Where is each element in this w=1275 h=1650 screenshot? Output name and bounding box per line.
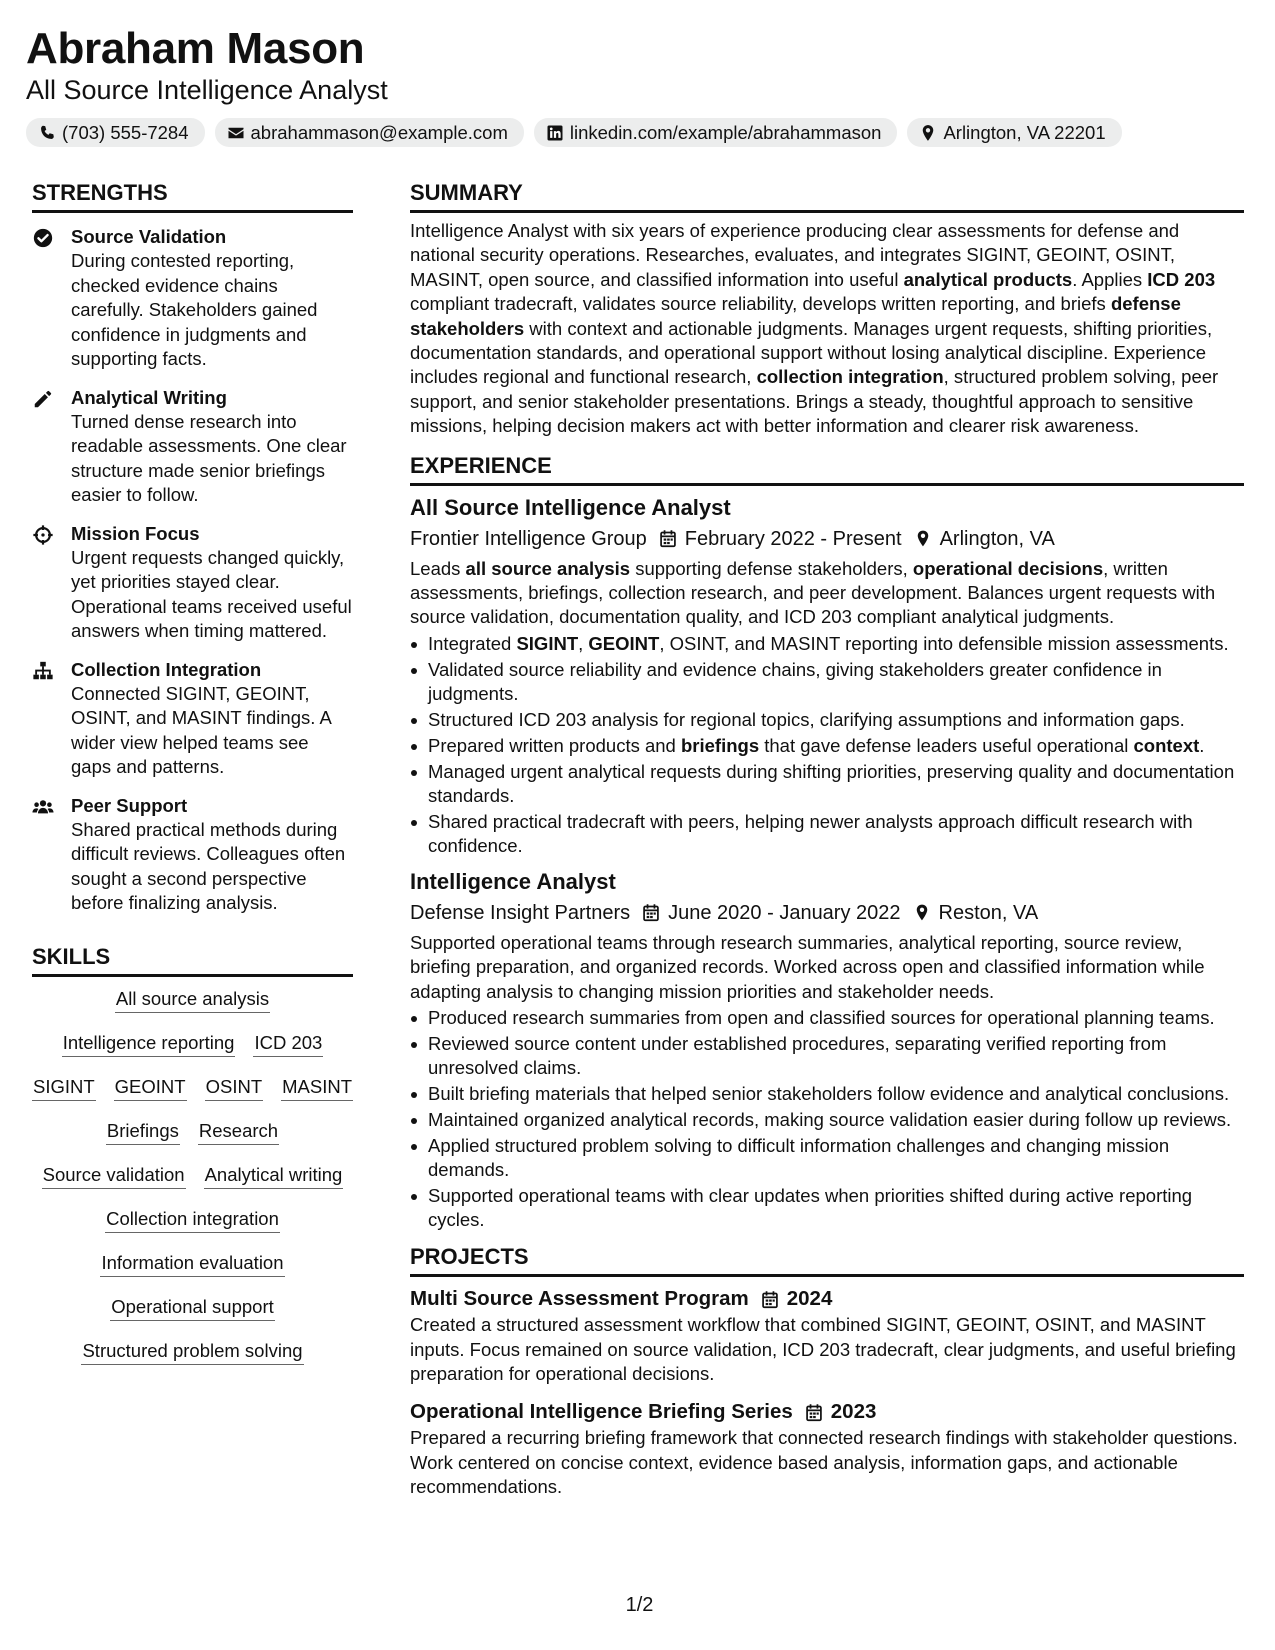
job-intro [410,557,1244,630]
text-run: Validated source reliability and evidence chains, giving stakeholders greater confidence in judgments. [428,658,1162,704]
strength-title: Peer Support [71,794,188,816]
skill-tag: MASINT [281,1075,353,1101]
text-run: . Applies [1072,268,1148,290]
job-title: All Source Intelligence Analyst [410,494,731,520]
skill-row [32,1251,353,1277]
bold-phrase: operational decisions [912,557,1104,579]
skill-tag: All source analysis [115,987,270,1013]
experience-heading: EXPERIENCE [410,451,1244,486]
contact-bar [26,118,1256,147]
job-entry [410,494,1244,858]
bold-phrase: briefings [680,734,760,756]
strength-desc: During contested reporting, checked evidence chains carefully. Stakeholders gained confidence in judgments and supporting facts. [71,250,318,369]
job-location: Arlington, VA [939,527,1055,550]
bullet-item [410,708,1244,732]
skill-tag: Information evaluation [100,1251,284,1277]
contact-phone-text: (703) 555-7284 [62,121,189,143]
check-circle-icon [32,227,54,249]
pencil-icon [32,388,54,410]
bold-phrase: context [1133,734,1200,756]
skill-tag: GEOINT [114,1075,187,1101]
text-run: , OSINT, and MASINT reporting into defensible mission assessments. [659,632,1229,654]
bullet-item [410,1006,1244,1030]
bold-phrase: defense stakeholders [410,293,1181,339]
contact-location [907,118,1121,147]
skill-row [32,1163,353,1189]
text-run: that gave defense leaders useful operational [759,734,1134,756]
skill-tag: Operational support [110,1295,275,1321]
project-title-row [410,1285,1244,1313]
candidate-name: Abraham Mason [26,24,365,73]
skill-tag: Structured problem solving [81,1339,303,1365]
job-company: Frontier Intelligence Group [410,527,647,550]
strength-title: Mission Focus [71,522,200,544]
skill-row [32,987,353,1013]
bullet-item [410,810,1244,858]
text-run: , written assessments, briefings, collection research, and peer development. Balances urgent requests with source validation, documentation quality, and ICD 203 compliant analytical judgments. [410,557,1216,628]
page-number [0,1594,1275,1617]
bullet-item [410,760,1244,808]
skill-row [32,1119,353,1145]
skills-heading: SKILLS [32,942,353,977]
summary-text [410,219,1244,439]
bold-phrase: ICD 203 [1147,268,1216,290]
map-marker-icon [919,124,937,142]
calendar-icon [642,903,660,922]
text-run: . [1199,734,1205,756]
bullet-item [410,734,1244,758]
bold-phrase: GEOINT [588,632,660,654]
text-run: Leads [410,557,466,579]
contact-location-text: Arlington, VA 22201 [943,121,1106,143]
bullet-item [410,1184,1244,1232]
text-run: , structured problem solving, peer support, and senior stakeholder presentations. Brings a steady, thoughtful approach to sensitive missions, helping decision makers act with better information and clearer risk awareness. [410,366,1219,437]
bullet-item [410,658,1244,706]
phone-icon [38,124,56,142]
bullet-item [410,1032,1244,1080]
projects-heading: PROJECTS [410,1242,1244,1277]
strengths-heading: STRENGTHS [32,178,353,213]
skill-row [32,1031,353,1057]
bullet-item [410,1108,1244,1132]
job-dates: February 2022 - Present [684,527,902,550]
strength-desc: Shared practical methods during difficult reviews. Colleagues often sought a second perspective before finalizing analysis. [71,818,346,913]
calendar-icon [761,1290,779,1309]
text-run: Prepared written products and [428,734,681,756]
strength-item [32,522,353,644]
job-location: Reston, VA [938,901,1039,924]
text-run: Integrated [428,632,517,654]
skill-row [32,1075,353,1101]
envelope-icon [227,124,245,142]
text-run: Applied structured problem solving to difficult information challenges and changing mission demands. [428,1135,1170,1181]
sitemap-icon [32,660,54,682]
text-run: Produced research summaries from open and classified sources for operational planning teams. [428,1007,1215,1029]
calendar-icon [805,1403,823,1422]
skill-row [32,1207,353,1233]
strength-desc: Urgent requests changed quickly, yet priorities stayed clear. Operational teams received useful answers when timing mattered. [71,546,352,641]
text-run: Supported operational teams with clear updates when priorities shifted during active reporting cycles. [428,1185,1193,1231]
skill-tag: ICD 203 [253,1031,323,1057]
project-title-row [410,1398,1244,1426]
text-run: Reviewed source content under established procedures, separating verified reporting from unresolved claims. [428,1033,1167,1079]
bold-phrase: SIGINT [516,632,579,654]
skill-tag: Analytical writing [204,1163,344,1189]
project-entry [410,1285,1244,1386]
job-dates: June 2020 - January 2022 [668,901,901,924]
text-run: Maintained organized analytical records, making source validation easier during follow up reviews. [428,1109,1232,1131]
project-title: Multi Source Assessment Program [410,1287,749,1311]
page-number-text: 1/2 [625,1594,654,1616]
project-desc: Created a structured assessment workflow that combined SIGINT, GEOINT, OSINT, and MASINT inputs. Focus remained on source validation, ICD 203 tradecraft, clear judgments, and useful briefing preparation for operational decisions. [410,1314,1236,1384]
left-column [32,178,353,1383]
skill-tag: Briefings [106,1119,180,1145]
summary-heading: SUMMARY [410,178,1244,213]
text-run: supporting defense stakeholders, [630,557,913,579]
skill-row [32,1295,353,1321]
skill-tag: Intelligence reporting [62,1031,236,1057]
strength-title: Analytical Writing [71,386,227,408]
job-bullets [410,1006,1244,1232]
job-meta [410,525,1244,553]
strength-desc: Connected SIGINT, GEOINT, OSINT, and MASINT findings. A wider view helped teams see gaps and patterns. [71,682,331,777]
skill-tag: Research [198,1119,279,1145]
calendar-icon [659,529,677,548]
project-desc: Prepared a recurring briefing framework that connected research findings with stakeholder questions. Work centered on concise context, evidence based analysis, information gaps, and actionable recommendations. [410,1427,1238,1498]
job-bullets [410,632,1244,858]
strength-item [32,225,353,372]
project-title: Operational Intelligence Briefing Series [410,1400,793,1424]
text-run: compliant tradecraft, validates source reliability, develops written reporting, and briefs [410,293,1111,315]
project-year: 2024 [786,1287,833,1311]
bullet-item [410,632,1244,656]
text-run: Supported operational teams through research summaries, analytical reporting, source review, briefing preparation, and organized records. Worked across open and classified information while adapting analysis to changing mission priorities and stakeholder needs. [410,931,1205,1002]
resume-header [26,24,1256,147]
linkedin-icon [546,124,564,142]
text-run: , [578,632,589,654]
text-run: Shared practical tradecraft with peers, helping newer analysts approach difficult research with confidence. [428,810,1193,856]
text-run: Built briefing materials that helped senior stakeholders follow evidence and analytical conclusions. [428,1083,1230,1105]
skill-tag: Source validation [42,1163,186,1189]
contact-email-text: abrahammason@example.com [250,121,508,143]
job-company: Defense Insight Partners [410,901,631,924]
contact-linkedin-text: linkedin.com/example/abrahammason [569,121,882,143]
job-title: Intelligence Analyst [410,868,616,894]
bullet-item [410,1082,1244,1106]
job-entry [410,868,1244,1232]
project-year: 2023 [830,1400,877,1424]
job-meta [410,899,1244,927]
contact-email[interactable] [215,118,524,147]
right-column [410,178,1244,1500]
skill-tag: OSINT [205,1075,264,1101]
skill-tag: Collection integration [105,1207,280,1233]
project-entry [410,1398,1244,1499]
skills-list [32,987,353,1365]
strength-desc: Turned dense research into readable assessments. One clear structure made senior briefings easier to follow. [71,410,347,505]
map-marker-icon [913,903,931,922]
strength-item [32,386,353,508]
skill-tag: SIGINT [32,1075,96,1101]
text-run: Managed urgent analytical requests during shifting priorities, preserving quality and documentation standards. [428,760,1235,806]
text-run: Structured ICD 203 analysis for regional topics, clarifying assumptions and information gaps. [428,708,1185,730]
text-run: Intelligence Analyst with six years of experience producing clear assessments for defense and national security operations. Researches, evaluates, and integrates SIGINT, GEOINT, OSINT, MASINT, open source, and classified information into useful [410,220,1180,290]
bullet-item [410,1134,1244,1182]
contact-phone[interactable] [26,118,205,147]
candidate-role: All Source Intelligence Analyst [26,75,388,105]
strength-item [32,794,353,916]
strength-title: Source Validation [71,226,227,247]
map-marker-icon [914,529,932,548]
bold-phrase: collection integration [756,366,944,388]
crosshairs-icon [32,524,54,546]
strength-item [32,658,353,780]
text-run: with context and actionable judgments. Manages urgent requests, shifting priorities, documentation standards, and operational support without losing analytical discipline. Experience includes regional and functional research, [410,317,1213,388]
contact-linkedin[interactable] [534,118,898,147]
bold-phrase: all source analysis [465,557,631,579]
users-icon [32,796,54,818]
bold-phrase: analytical products [903,268,1073,290]
skill-row [32,1339,353,1365]
job-intro [410,931,1244,1004]
strength-title: Collection Integration [71,658,262,680]
